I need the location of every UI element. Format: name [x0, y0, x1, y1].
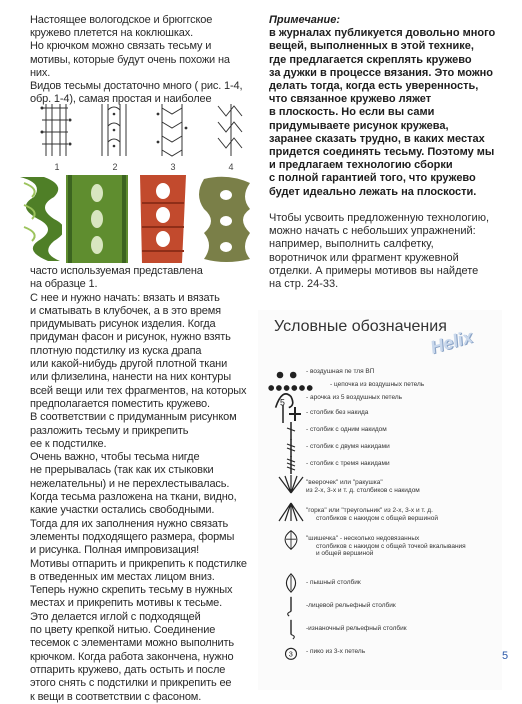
body-line: часто используемая представлена: [30, 265, 203, 277]
body-line: тесемок с элементами можно выполнить: [30, 637, 234, 650]
legend-item: [258, 409, 502, 420]
legend-item: [258, 648, 502, 659]
note-line: придется соединять тесьму. Поэтому мы: [269, 146, 495, 159]
note-block: [269, 14, 497, 199]
note-line: будет идеально лежать на плоскости.: [269, 185, 477, 198]
body-line: и рисунка. Полная импровизация!: [30, 544, 200, 557]
legend-text: и общей вершиной: [316, 550, 374, 557]
note-line: придумываете рисунок кружева,: [269, 119, 449, 132]
chart-number: 3: [170, 162, 176, 172]
body-line: местах и прикрепить мотивы к тесьме.: [30, 597, 223, 610]
exercise-line: воротничок или фрагмент кружевной: [269, 251, 459, 264]
body-line: Это делается иглой с подходящей: [30, 610, 201, 623]
svg-text:3: 3: [288, 649, 293, 659]
body-line: Тогда для их заполнения нужно связать: [30, 517, 229, 530]
chart-number: 1: [54, 162, 60, 172]
body-line: придумывать рисунок изделия. Когда: [30, 318, 216, 331]
intro-line: кружево плетется на коклюшках.: [30, 27, 193, 40]
body-line: С нее и нужно начать: вязать и вязать: [30, 291, 220, 304]
legend-text: "веерочек" или "ракушка": [306, 479, 383, 486]
exercise-line: например, выполнить салфетку,: [269, 238, 434, 251]
body-line: Теперь нужно скрепить тесьму в нужных: [30, 584, 233, 597]
legend-text: - столбик с одним накидом: [306, 426, 387, 433]
note-line: в плоскость. Но если вы сами: [269, 106, 435, 119]
body-line: элементы подходящего размера, формы: [30, 530, 235, 543]
legend-item: [258, 443, 502, 454]
legend-text: - арочка из 5 воздушных петель: [306, 394, 403, 401]
legend-text: "шишечка" - несколько недовязанных: [306, 535, 420, 542]
exercise-line: Чтобы усвоить предложенную технологию,: [269, 212, 490, 224]
exercise-line: на стр. 24-33.: [269, 278, 339, 291]
legend-item: [258, 602, 502, 613]
legend-text: - цепочка из воздушных петель: [330, 381, 425, 388]
legend-text: - пико из 3-х петель: [306, 648, 366, 655]
body-line: придуман фасон и рисунок, нужно взять: [30, 331, 231, 344]
green-braid-photo: [10, 175, 62, 263]
note-line: где предлагается скреплять кружево: [269, 53, 472, 66]
red-braid-photo: [132, 175, 194, 263]
legend-box: [258, 310, 502, 690]
legend-text: - столбик без накида: [306, 409, 369, 416]
body-line: по цвету крепкой нитью. Соединение: [30, 624, 216, 637]
legend-item: [258, 479, 502, 499]
exercise-line: отделки. А примеры мотивов вы найдете: [269, 264, 479, 277]
intro-line: мотивы, которые будут очень похожи на них.: [30, 53, 230, 79]
legend-text: из 2-х, 3-х и т. д. столбиков с накидом: [306, 486, 420, 494]
chart-number: 2: [112, 162, 118, 172]
legend-item: [258, 426, 502, 437]
exercise-text: [269, 212, 497, 291]
crochet-charts: [38, 100, 260, 174]
body-line: всей вещи или тех фрагментов, на которых: [30, 384, 247, 397]
intro-line: Но крючком можно связать тесьму и: [30, 40, 212, 53]
legend-text: столбиков с накидом с общей точкой вкалывания: [316, 542, 466, 550]
legend-item: [258, 625, 502, 636]
legend-rows: [258, 368, 502, 659]
helix-logo: Helix: [427, 326, 475, 358]
legend-text: -изнаночный рельефный столбик: [306, 625, 407, 632]
legend-text: столбиков с накидом с общей вершиной: [316, 514, 438, 522]
body-line: предполагается поместить кружево.: [30, 397, 210, 410]
body-line: ее к подстилке.: [30, 437, 107, 450]
note-line: в журналах публикуется довольно много: [269, 27, 496, 40]
legend-item: [258, 507, 502, 527]
legend-text: - столбик с тремя накидами: [306, 460, 390, 467]
chart-1: [38, 100, 76, 160]
body-line: к вещи в соответствии с фасоном.: [30, 690, 202, 703]
braid-sample-photos: [10, 175, 255, 263]
note-line: вещей, выполненных в этой технике,: [269, 40, 474, 53]
body-line: плотную подстилку из куска драпа: [30, 344, 202, 357]
intro-line: Настоящее вологодское и брюггское: [30, 14, 213, 26]
left-intro-text: [30, 14, 252, 106]
page-number: 5: [502, 650, 509, 662]
legend-item: [258, 579, 502, 590]
note-title: Примечание:: [269, 14, 341, 26]
body-line: не прерывалась (так как их стыковки: [30, 464, 214, 477]
body-line: отпарить кружево, дать остыть и после: [30, 663, 226, 676]
body-line: нежелательны) и не перехлестывалась.: [30, 477, 230, 490]
intro-line: Видов тесьмы достаточно много ( рис. 1-4,: [30, 80, 243, 93]
body-line: какие участки остались свободными.: [30, 504, 215, 517]
chart-2: [96, 100, 134, 160]
body-line: или флизелина, нанести на них контуры: [30, 371, 231, 384]
note-line: и предлагаем технологию сборки: [269, 159, 453, 172]
dark-green-braid-photo: [66, 175, 128, 263]
note-line: что связанное кружево ляжет: [269, 93, 432, 106]
left-body-text: [30, 265, 252, 704]
body-line: на образце 1.: [30, 278, 98, 291]
note-line: делать тогда, когда есть уверенность,: [269, 80, 479, 93]
legend-item: [258, 460, 502, 471]
note-line: за дужки в процессе вязания. Это можно: [269, 66, 494, 79]
chart-3: [154, 100, 192, 160]
body-line: крючком. Когда работа закончена, нужно: [30, 650, 234, 663]
body-line: разложить тесьму и прикрепить: [30, 424, 189, 437]
body-line: Очень важно, чтобы тесьма нигде: [30, 451, 200, 464]
chart-number: 4: [228, 162, 234, 172]
svg-text:5: 5: [280, 397, 285, 408]
legend-item: [258, 535, 502, 563]
body-line: Когда тесьма разложена на ткани, видно,: [30, 491, 237, 504]
body-line: и сматывать в клубочек, а в это время: [30, 304, 221, 317]
note-line: с полной гарантией того, что кружево: [269, 172, 476, 185]
exercise-line: можно начать с небольших упражнений:: [269, 225, 476, 238]
legend-text: - воздушная пе тля ВП: [306, 368, 375, 375]
body-line: В соответствии с придуманным рисунком: [30, 411, 237, 424]
intro-line: обр. 1-4), самая простая и наиболее: [30, 93, 212, 106]
note-line: заранее сказать трудно, в каких местах: [269, 132, 485, 145]
legend-text: "горка" или "треугольник" из 2-х, 3-х и т. д.: [306, 507, 433, 514]
olive-braid-photo: [198, 175, 255, 263]
body-line: этого снять с подстилки и прикрепить ее: [30, 677, 232, 690]
body-line: или какой-нибудь другой плотной ткани: [30, 358, 228, 371]
legend-text: - пышный столбик: [306, 579, 361, 586]
body-line: Мотивы отпарить и прикрепить к подстилке: [30, 557, 247, 570]
legend-text: -лицевой рельефный столбик: [306, 602, 396, 609]
body-line: в отведенных им местах лицом вниз.: [30, 570, 215, 583]
chart-4: [212, 100, 250, 160]
legend-text: - столбик с двумя накидами: [306, 443, 390, 450]
legend-title: Условные обозначения: [274, 318, 447, 335]
